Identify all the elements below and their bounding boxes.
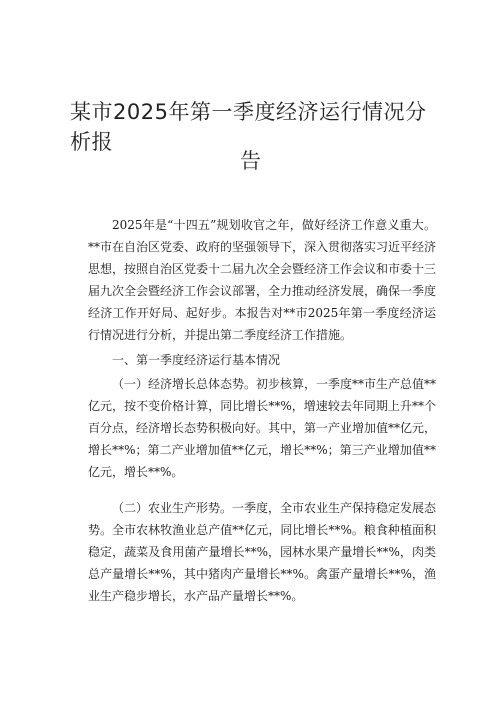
intro-paragraph-block: [88, 214, 436, 346]
document-title-continuation: 告: [240, 149, 262, 173]
section-2-paragraph: （二）农业生产形势。一季度，全市农业生产保持稳定发展态势。全市农林牧渔业总产值**亿元，同比增长**%。粮食种植面积稳定，蔬菜及食用菌产量增长**%，园林水果产量增长**%，肉类总产量增长**%，其中猪肉产量增长**%。禽蛋产量增长**%，渔业生产稳步增长，水产品产量增长**%。: [88, 501, 437, 603]
section-2-block: [88, 497, 436, 607]
intro-paragraph: 2025年是“十四五”规划收官之年，做好经济工作意义重大。**市在自治区党委、政府的坚强领导下，深入贯彻落实习近平经济思想，按照自治区党委十二届九次全会暨经济工作会议和市委十三届九次全会暨经济工作会议部署，全力推动经济发展，确保一季度经济工作开好局、起好步。本报告对**市2025年第一季度经济运行情况进行分析，并提出第二季度经济工作措施。: [88, 218, 437, 342]
section-1-paragraph: （一）经济增长总体态势。初步核算，一季度**市生产总值**亿元，按不变价格计算，同比增长**%，增速较去年同期上升**个百分点，经济增长态势积极向好。其中，第一产业增加值**亿元，增长**%；第二产业增加值**亿元，增长**%；第三产业增加值**亿元，增长**%。: [88, 377, 437, 479]
section-1-block: [88, 373, 436, 483]
section-heading-1: 一、第一季度经济运行基本情况: [112, 353, 281, 367]
document-title: 某市2025年第一季度经济运行情况分析报: [70, 100, 427, 154]
